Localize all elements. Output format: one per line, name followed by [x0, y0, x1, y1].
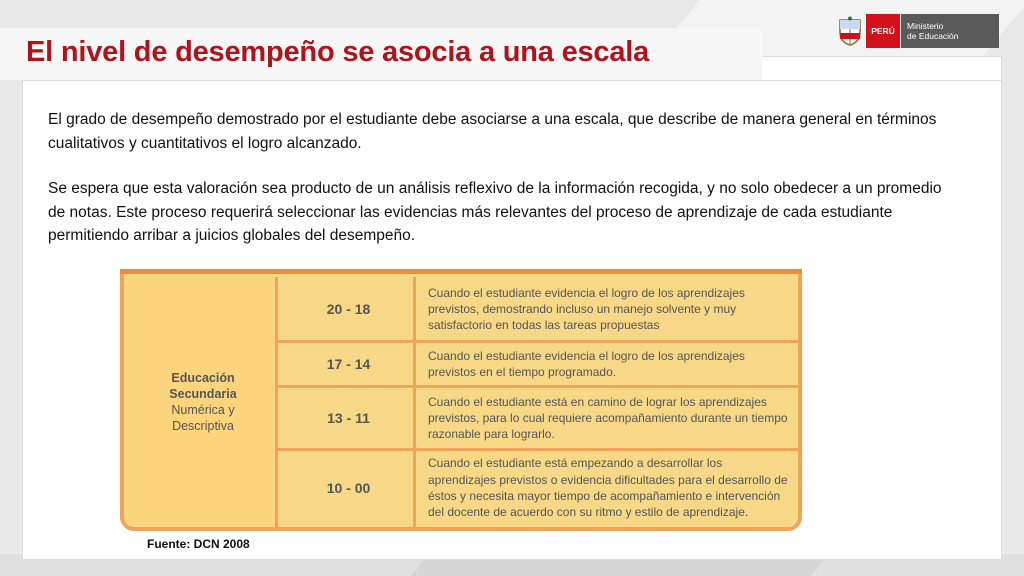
table-divider	[275, 277, 278, 529]
ministry-label	[901, 14, 999, 48]
source-caption: Fuente: DCN 2008	[147, 537, 250, 551]
level-line-4: Descriptiva	[172, 419, 234, 433]
content-panel-tab	[762, 56, 1002, 82]
grade-description: Cuando el estudiante está empezando a desarrollar los aprendizajes previstos o evidencia dificultades para el desarrollo de éstos y necesita mayor tiempo de acompañamiento e intervención del docente de acuerdo con su ritmo y estilo de aprendizaje.	[428, 456, 788, 520]
level-line-2: Secundaria	[169, 387, 237, 401]
table-top-border	[120, 269, 802, 274]
coat-of-arms-icon	[836, 14, 864, 48]
grade-description: Cuando el estudiante evidencia el logro de los aprendizajes previstos en el tiempo programado.	[428, 348, 745, 379]
paragraph-intro: El grado de desempeño demostrado por el estudiante debe asociarse a una escala, que describe de manera general en términos cualitativos y cuantitativos el logro alcanzado.	[48, 111, 937, 152]
grade-range: 17 - 14	[326, 356, 371, 372]
level-line-3: Numérica y	[171, 403, 235, 417]
grade-scale-table	[120, 269, 802, 531]
grade-range: 20 - 18	[326, 301, 371, 317]
ministry-logo	[836, 14, 999, 48]
ministry-line-2: de Educación	[907, 31, 959, 41]
grade-description: Cuando el estudiante está en camino de lograr los aprendizajes previstos, para lo cual requiere acompañamiento durante un tiempo razonable para lograrlo.	[428, 394, 788, 442]
grade-range: 10 - 00	[326, 480, 371, 496]
level-line-1: Educación	[171, 371, 235, 385]
education-level-cell	[128, 278, 278, 526]
slide-title: El nivel de desempeño se asocia a una escala	[26, 36, 650, 68]
peru-label: PERÚ	[866, 14, 900, 48]
grade-description: Cuando el estudiante evidencia el logro de los aprendizajes previstos, demostrando incluso un manejo solvente y muy satisfactorio en todas las tareas propuestas	[428, 285, 745, 333]
grade-range: 13 - 11	[327, 410, 370, 426]
ministry-line-1: Ministerio	[907, 21, 944, 31]
paragraph-reflection: Se espera que esta valoración sea producto de un análisis reflexivo de la información recogida, y no solo obedecer a un promedio de notas. Este proceso requerirá seleccionar las evidencias más relevantes del proceso de aprendizaje de cada estudiante permitiendo arribar a juicios globales del desempeño.	[48, 180, 942, 244]
